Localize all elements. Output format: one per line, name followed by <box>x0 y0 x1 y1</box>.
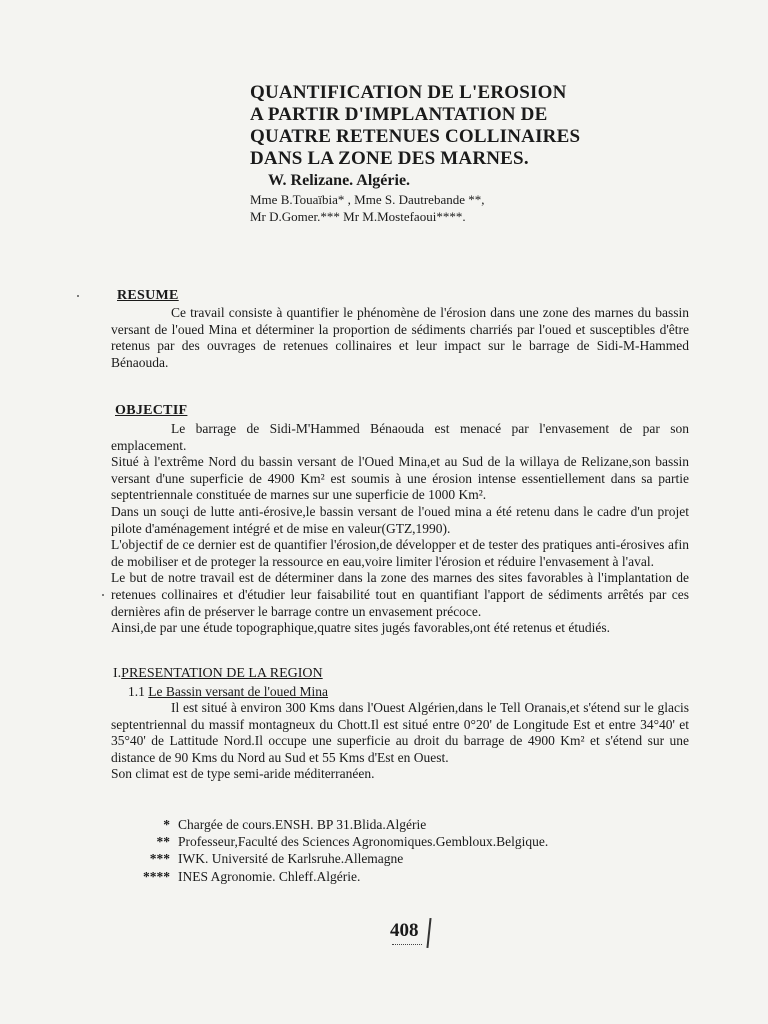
location-subtitle: W. Relizane. Algérie. <box>268 172 411 189</box>
title-line-3: QUATRE RETENUES COLLINAIRES <box>250 126 581 147</box>
authors-line-2: Mr D.Gomer.*** Mr M.Mostefaoui****. <box>250 209 466 224</box>
footnote <box>118 833 548 850</box>
objectif-paragraph: Le barrage de Sidi-M'Hammed Bénaouda est menacé par l'envasement de par son emplacement. <box>111 421 689 453</box>
region-paragraph: Son climat est de type semi-aride méditerranéen. <box>111 766 375 782</box>
footnote-mark: * <box>163 817 170 832</box>
region-body <box>111 700 689 783</box>
objectif-paragraph: L'objectif de ce dernier est de quantifier l'érosion,de développer et de tester des pratiques anti-érosives afin de mobiliser et de proteger la ressource en eau,voire limiter l'érosion et réduire l'envasement à l'aval. <box>111 537 689 569</box>
page-number: 408 <box>390 920 419 941</box>
region-heading-text: PRESENTATION DE LA REGION <box>121 666 323 681</box>
authors-line-1: Mme B.Touaïbia* , Mme S. Dautrebande **, <box>250 192 485 207</box>
footnote-mark: **** <box>143 868 170 884</box>
footnote <box>118 850 548 867</box>
region-heading <box>113 666 323 682</box>
objectif-paragraph: Ainsi,de par une étude topographique,quatre sites jugés favorables,ont été retenus et étudiés. <box>111 620 610 636</box>
subsection-title: Le Bassin versant de l'oued Mina <box>148 684 329 699</box>
resume-paragraph <box>111 305 689 371</box>
footnote <box>118 816 548 833</box>
objectif-paragraph: Dans un souçi de lutte anti-érosive,le bassin versant de l'oued mina a été retenu dans le cadre d'un projet pilote d'aménagement intégré et de mise en valeur(GTZ,1990). <box>111 503 689 536</box>
scan-speck <box>102 594 104 596</box>
page-number-mark <box>426 918 431 948</box>
resume-heading: RESUME <box>117 288 179 303</box>
footnote-text: INES Agronomie. Chleff.Algérie. <box>178 868 361 884</box>
title-line-1: QUANTIFICATION DE L'EROSION <box>250 82 567 103</box>
footnote-mark: *** <box>149 851 170 867</box>
title-line-4: DANS LA ZONE DES MARNES. <box>250 148 529 169</box>
footnote-text: Chargée de cours.ENSH. BP 31.Blida.Algérie <box>178 817 427 832</box>
footnote-text: Professeur,Faculté des Sciences Agronomiques.Gembloux.Belgique. <box>178 834 549 850</box>
footnotes <box>118 816 548 885</box>
region-heading-number: I. <box>113 666 122 681</box>
title-block <box>250 82 650 225</box>
footnote-mark: ** <box>156 834 170 850</box>
subsection-heading <box>128 684 328 700</box>
objectif-paragraph: Situé à l'extrême Nord du bassin versant de l'Oued Mina,et au Sud de la willaya de Relizane,son bassin versant d'une superficie de 4900 Km² est soumis à une érosion intense essentiellement dans sa partie septentriennale constituée de marnes sur une superficie de 1000 Km². <box>111 454 689 503</box>
subsection-number: 1.1 <box>128 684 149 699</box>
scan-speck <box>77 295 79 297</box>
footnote-text: IWK. Université de Karlsruhe.Allemagne <box>178 851 404 867</box>
footnote <box>118 868 548 885</box>
title-line-2: A PARTIR D'IMPLANTATION DE <box>250 104 548 125</box>
page-number-underline <box>392 944 422 945</box>
resume-text: Ce travail consiste à quantifier le phénomène de l'érosion dans une zone des marnes du bassin versant de l'oued Mina et déterminer la proportion de sédiments charriés par l'oued et susceptibles d'être retenus par des ouvrages de retenues collinaires et leur impact sur le barrage de Sidi-M-Hammed Bénaouda. <box>111 305 689 370</box>
objectif-heading: OBJECTIF <box>115 403 188 418</box>
objectif-body <box>111 421 689 637</box>
objectif-paragraph: Le but de notre travail est de déterminer dans la zone des marnes des sites favorables à l'implantation de retenues collinaires et d'étudier leur faisabilité tout en quantifiant l'apport de sédiments arrêtés par ces dernières afin de préserver le barrage contre un envasement précoce. <box>111 570 689 619</box>
region-paragraph: Il est situé à environ 300 Kms dans l'Ouest Algérien,dans le Tell Oranais,et s'étend sur le glacis septentriennal du massif montagneux du Chott.Il est situé entre 0°20' de Longitude Est et entre 34°40' et 35°40' de Lattitude Nord.Il occupe une superficie au droit du barrage de 4900 Km² et s'étend sur une distance de 90 Kms du Nord au Sud et 55 Kms d'Est en Ouest. <box>111 700 689 765</box>
